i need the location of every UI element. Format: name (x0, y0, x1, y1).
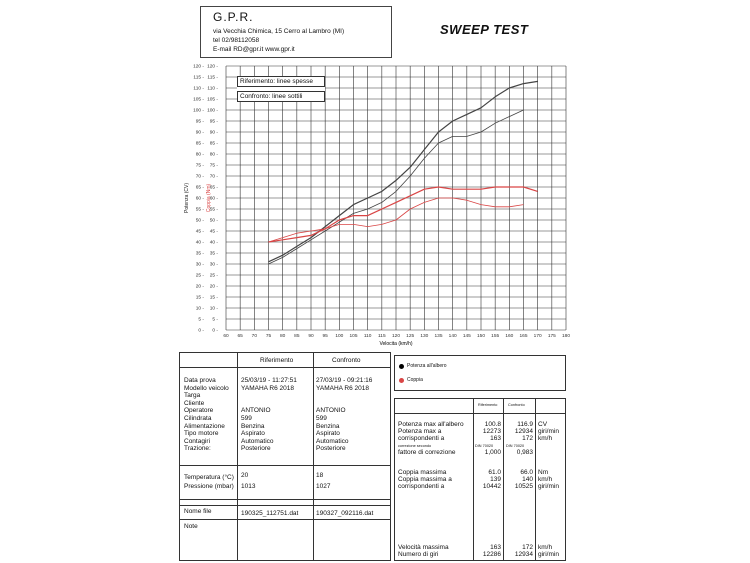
info-label-1: Modello veicolo (184, 384, 229, 392)
company-header-box (200, 6, 392, 58)
y-left-tick-label-5: 25 - (195, 273, 204, 279)
file-comparison: 190327_092116.dat (316, 510, 374, 517)
power-units (538, 421, 559, 442)
pressure-label: Pressione (mbar) (184, 483, 234, 490)
info-reference-value-1: YAMAHA R6 2018 (241, 384, 294, 392)
info-comparison-value-6: Benzina (316, 422, 340, 430)
power-reference-values (475, 421, 501, 442)
x-tick-label-14: 130 (420, 334, 429, 339)
info-comparison-value-5: 599 (316, 414, 327, 422)
x-axis-label: Velocita (km/h) (379, 341, 413, 347)
temperature-comparison: 18 (316, 472, 324, 479)
info-comparison-value-1: YAMAHA R6 2018 (316, 384, 369, 392)
info-comparison-value-7: Aspirato (316, 430, 340, 438)
y-left-tick-label-10: 50 - (195, 218, 204, 224)
info-comparison-value-0: 27/03/19 - 09:21:16 (316, 377, 373, 384)
y-left-tick-label-0: 0 - (198, 328, 204, 334)
power-unit-2: km/h (538, 435, 553, 442)
x-tick-label-2: 70 (251, 334, 258, 339)
company-phone: tel 02/98112058 (213, 37, 260, 44)
torque-unit-0: Nm (538, 469, 549, 476)
torque-unit-2: giri/min (538, 483, 559, 490)
y-right-tick-label-7: 35 - (209, 251, 218, 257)
y-right-tick-label-16: 80 - (209, 152, 218, 158)
y-right-tick-label-15: 75 - (209, 163, 218, 169)
y-left-tick-label-6: 30 - (195, 262, 204, 268)
y-right-tick-label-19: 95 - (209, 119, 218, 125)
power-label-1: Potenza max a (398, 428, 442, 435)
y-right-tick-label-0: 0 - (212, 328, 218, 334)
x-tick-label-7: 95 (322, 334, 328, 339)
y-left-tick-label-1: 5 - (198, 317, 204, 323)
x-tick-label-6: 90 (308, 334, 314, 339)
y-right-tick-label-21: 105 - (207, 97, 218, 103)
note-label: Note (184, 523, 198, 530)
power-unit-0: CV (538, 421, 548, 428)
results-col-comparison: Confronto (508, 403, 525, 407)
info-col-comparison: Confronto (332, 357, 361, 364)
y-left-tick-label-2: 10 - (195, 306, 204, 312)
y-left-tick-label-19: 95 - (195, 119, 204, 125)
info-reference-value-0: 25/03/19 - 11:27:51 (241, 377, 297, 384)
legend-comparison: Confronto: linee sottili (237, 91, 325, 102)
y-left-tick-label-22: 110 - (193, 86, 204, 92)
legend-torque-label: Coppia (407, 377, 423, 383)
x-tick-label-8: 100 (335, 334, 344, 339)
y-right-tick-label-13: 65 - (209, 185, 218, 191)
power-ref-value-2: 163 (490, 435, 501, 442)
test-info-table (179, 352, 391, 561)
speed-unit-0: km/h (538, 544, 553, 551)
torque-reference-values (475, 469, 501, 490)
speed-unit-1: giri/min (538, 551, 559, 558)
torque-cmp-value-1: 140 (522, 476, 533, 483)
x-tick-label-10: 110 (363, 334, 372, 339)
speed-label-1: Numero di giri (398, 551, 439, 558)
info-reference-value-6: Benzina (241, 422, 265, 430)
x-tick-label-3: 75 (265, 334, 272, 339)
y-right-tick-label-3: 15 - (209, 295, 218, 301)
power-comparison-values (505, 421, 533, 442)
y-axis-label-torque: Coppia (Nm) (206, 183, 212, 213)
pressure-comparison: 1027 (316, 483, 331, 490)
info-comparison-value-8: Automatico (316, 437, 349, 445)
y-right-tick-label-9: 45 - (209, 229, 218, 235)
legend-power-item (399, 363, 447, 369)
info-reference-value-7: Aspirato (241, 430, 265, 438)
x-tick-label-4: 80 (279, 334, 286, 339)
x-tick-label-12: 120 (391, 334, 401, 339)
y-right-tick-label-14: 70 - (209, 174, 218, 180)
torque-labels (398, 469, 452, 490)
info-label-7: Tipo motore (184, 430, 219, 438)
speed-label-0: Velocità massima (398, 544, 449, 551)
y-right-tick-label-23: 115 - (207, 75, 218, 81)
correction-standard-label: correzione secondo (398, 444, 432, 448)
pressure-reference: 1013 (241, 483, 256, 490)
speed-labels (398, 544, 449, 558)
y-right-tick-label-11: 55 - (209, 207, 218, 213)
power-cmp-value-0: 116.9 (517, 421, 533, 428)
y-axis-label-power: Potenza (CV) (184, 182, 190, 214)
y-right-tick-label-10: 50 - (209, 218, 218, 224)
y-right-tick-label-5: 25 - (209, 273, 218, 279)
torque-ref-value-2: 10442 (482, 483, 501, 490)
info-label-5: Cilindrata (184, 414, 212, 422)
info-col-reference: Riferimento (260, 357, 294, 364)
x-tick-label-5: 85 (294, 334, 300, 339)
speed-comparison-values (505, 544, 533, 558)
y-right-tick-label-12: 60 - (209, 196, 218, 202)
info-reference-value-5: 599 (241, 414, 252, 422)
torque-cmp-value-2: 10525 (514, 483, 533, 490)
x-tick-label-18: 150 (476, 334, 486, 339)
legend-reference: Riferimento: linee spesse (237, 76, 325, 87)
info-reference-value-4: ANTONIO (241, 407, 271, 415)
y-right-tick-label-4: 20 - (209, 284, 218, 290)
info-label-9: Trazione: (184, 445, 211, 453)
x-tick-label-0: 60 (223, 334, 229, 339)
y-left-tick-label-11: 55 - (195, 207, 204, 213)
info-comparison-values (316, 377, 372, 453)
y-right-tick-label-24: 120 - (207, 64, 218, 70)
info-label-0: Data prova (184, 377, 216, 384)
x-tick-label-23: 175 (547, 334, 556, 339)
power-cmp-value-1: 12934 (514, 428, 533, 435)
torque-units (538, 469, 559, 490)
correction-factor-label: fattore di correzione (398, 449, 456, 456)
y-left-tick-label-9: 45 - (195, 229, 204, 235)
y-right-tick-label-1: 5 - (212, 317, 218, 323)
y-left-tick-label-21: 105 - (193, 97, 204, 103)
info-comparison-value-2 (316, 392, 372, 400)
info-reference-value-3 (241, 400, 297, 408)
y-left-tick-label-13: 65 - (195, 185, 204, 191)
speed-units (538, 544, 559, 558)
info-label-6: Alimentazione (184, 422, 225, 430)
correction-factor-reference: 1,000 (484, 449, 501, 456)
speed-cmp-value-0: 172 (522, 544, 533, 551)
y-left-tick-label-7: 35 - (195, 251, 204, 257)
y-left-tick-label-15: 75 - (195, 163, 204, 169)
y-left-tick-label-24: 120 - (193, 64, 204, 70)
torque-unit-1: km/h (538, 476, 553, 483)
din-reference: DIN 70020 (475, 444, 494, 448)
temperature-label: Temperatura (°C) (184, 474, 234, 481)
y-right-tick-label-22: 110 - (207, 86, 218, 92)
y-left-tick-label-20: 100 - (193, 108, 204, 114)
power-labels (398, 421, 464, 442)
power-cmp-value-2: 172 (522, 435, 533, 442)
line-style-legend (237, 76, 325, 102)
info-label-3: Cliente (184, 399, 205, 407)
company-address: via Vecchia Chimica, 15 Cerro al Lambro (MI) (213, 28, 345, 35)
info-reference-value-2 (241, 392, 297, 400)
x-tick-label-1: 65 (237, 334, 243, 339)
y-left-tick-label-17: 85 - (195, 141, 204, 147)
legend-torque-item (399, 377, 423, 383)
x-tick-label-11: 115 (378, 334, 386, 339)
series-line-0 (269, 81, 538, 261)
y-left-tick-label-14: 70 - (195, 174, 204, 180)
results-col-reference: Riferimento (478, 403, 498, 407)
y-left-tick-label-12: 60 - (195, 196, 204, 202)
x-tick-label-9: 105 (349, 334, 358, 339)
company-email-web: E-mail RD@gpr.it www.gpr.it (213, 46, 295, 53)
torque-ref-value-1: 139 (490, 476, 501, 483)
y-left-tick-label-23: 115 - (193, 75, 204, 81)
x-tick-label-19: 155 (491, 334, 500, 339)
info-label-4: Operatore (184, 407, 214, 415)
x-tick-label-24: 180 (561, 334, 571, 339)
file-reference: 190325_112751.dat (241, 510, 299, 517)
x-tick-label-20: 160 (505, 334, 514, 339)
power-label-0: Potenza max all'albero (398, 421, 464, 428)
x-tick-label-17: 145 (462, 334, 471, 339)
file-label: Nome file (184, 508, 212, 515)
y-right-tick-label-2: 10 - (209, 306, 218, 312)
x-tick-label-13: 125 (406, 334, 415, 339)
info-reference-value-9: Posteriore (241, 445, 271, 453)
y-left-tick-label-18: 90 - (195, 130, 204, 136)
power-ref-value-0: 100.8 (484, 421, 501, 428)
info-comparison-value-4: ANTONIO (316, 407, 346, 415)
x-tick-label-15: 135 (434, 334, 443, 339)
torque-label-0: Coppia massima (398, 469, 447, 476)
torque-label-2: corrispondenti a (398, 483, 445, 490)
results-table (394, 398, 566, 561)
info-label-8: Contagiri (184, 437, 211, 445)
info-label-2: Targa (184, 392, 201, 400)
curve-legend (394, 355, 566, 391)
speed-cmp-value-1: 12934 (514, 551, 533, 558)
torque-cmp-value-0: 66.0 (520, 469, 533, 476)
company-name: G.P.R. (213, 10, 254, 24)
power-label-2: corrispondenti a (398, 435, 445, 442)
speed-reference-values (475, 544, 501, 558)
power-ref-value-1: 12273 (482, 428, 501, 435)
info-comparison-value-3 (316, 400, 372, 408)
power-unit-1: giri/min (538, 428, 559, 435)
y-left-tick-label-16: 80 - (195, 152, 204, 158)
info-labels (184, 377, 229, 453)
info-reference-value-8: Automatico (241, 437, 274, 445)
correction-factor-comparison: 0,983 (516, 449, 533, 456)
torque-comparison-values (505, 469, 533, 490)
y-right-tick-label-20: 100 - (207, 108, 218, 114)
report-title: SWEEP TEST (440, 22, 529, 37)
y-left-tick-label-4: 20 - (195, 284, 204, 290)
x-tick-label-16: 140 (448, 334, 457, 339)
y-left-tick-label-3: 15 - (195, 295, 204, 301)
y-right-tick-label-6: 30 - (209, 262, 218, 268)
y-right-tick-label-17: 85 - (209, 141, 218, 147)
y-left-tick-label-8: 40 - (195, 240, 204, 246)
info-reference-values (241, 377, 297, 453)
x-tick-label-22: 170 (533, 334, 542, 339)
legend-power-label: Potenza all'albero (407, 363, 447, 369)
speed-ref-value-1: 12286 (482, 551, 501, 558)
torque-ref-value-0: 61.0 (488, 469, 501, 476)
y-right-tick-label-8: 40 - (209, 240, 218, 246)
speed-ref-value-0: 163 (490, 544, 501, 551)
x-tick-label-21: 165 (519, 334, 528, 339)
torque-label-1: Coppia massima a (398, 476, 452, 483)
torque-dot-icon (399, 378, 404, 383)
info-comparison-value-9: Posteriore (316, 445, 346, 453)
y-right-tick-label-18: 90 - (209, 130, 218, 136)
din-comparison: DIN 70020 (506, 444, 525, 448)
temperature-reference: 20 (241, 472, 249, 479)
power-dot-icon (399, 364, 404, 369)
